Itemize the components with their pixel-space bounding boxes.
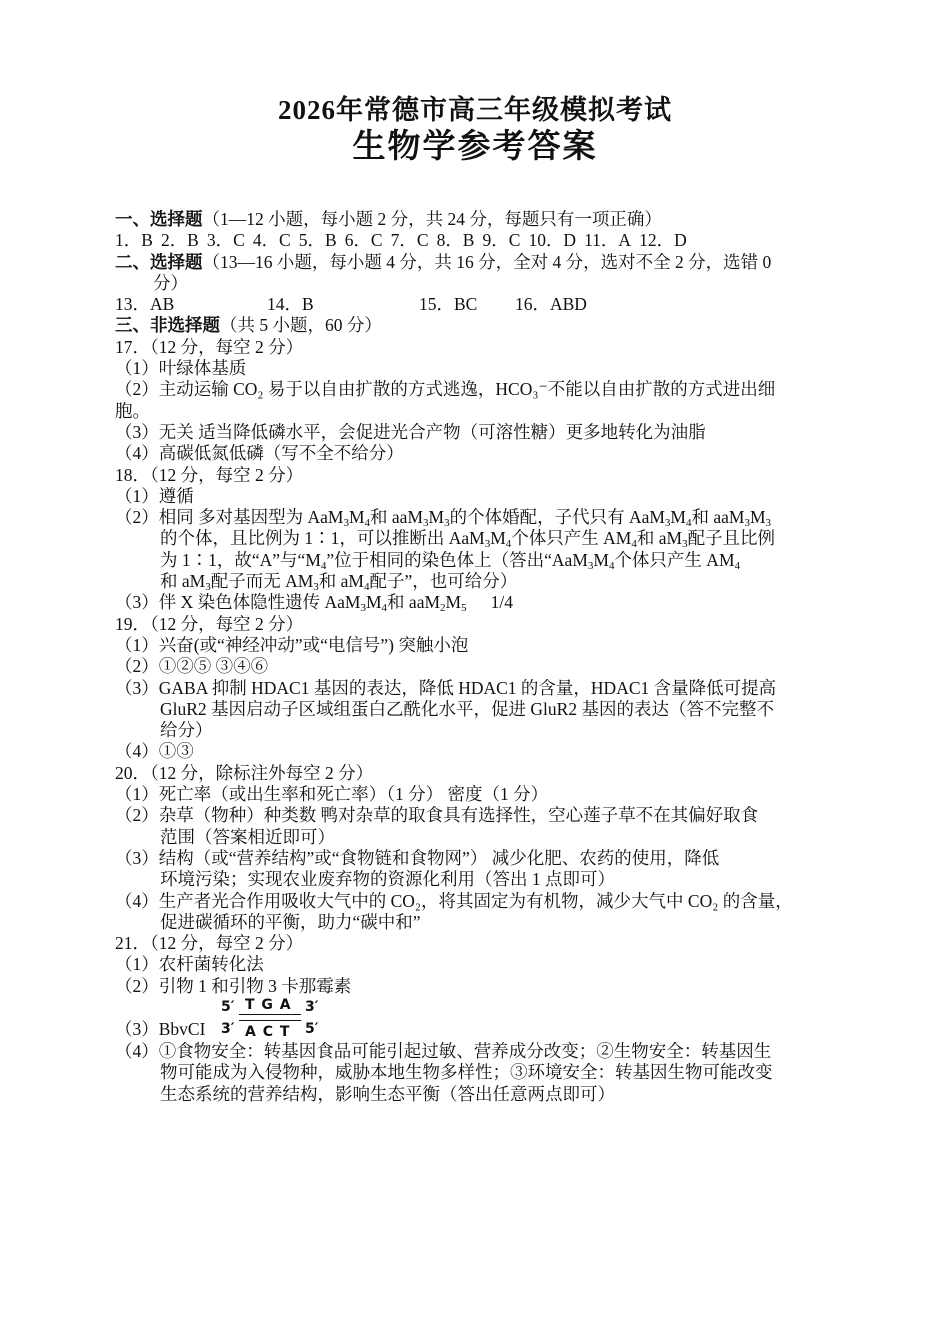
sub: 3 [444, 517, 450, 530]
text: 和 aaM [387, 592, 441, 613]
text: 和 aaM [691, 507, 745, 528]
section-2-header [115, 252, 845, 273]
q21-answer-4: （4）①食物安全：转基因食品可能引起过敏、营养成分改变；②生物安全：转基因生 [115, 1040, 772, 1061]
text: M [670, 507, 686, 528]
q17-answer-3: （3）无关 适当降低磷水平，会促进光合产物（可溶性糖）更多地转化为油脂 [115, 421, 706, 442]
sub: 3 [484, 538, 491, 551]
dna-sticky-end-diagram [221, 997, 321, 1039]
section-1-note: （1—12 小题，每小题 2 分，共 24 分，每题只有一项正确） [202, 209, 662, 229]
sub: 3 [682, 538, 688, 551]
q20-answer-4: （4）生产者光合作用吸收大气中的 CO₂，将其固定为有机物，减少大气中 CO₂ 的含量， [115, 890, 793, 911]
sub: 3 [343, 517, 349, 530]
answer-9: 9．C [482, 230, 521, 251]
q18-head: 18．（12 分，每空 2 分） [115, 464, 304, 485]
sub: 4 [734, 559, 741, 572]
text: M [348, 507, 365, 528]
q19-answer-2: （2）①②⑤ ③④⑥ [115, 656, 269, 677]
dna-top-5prime: 5′ [221, 998, 235, 1015]
answer-5: 5．B [298, 230, 337, 251]
q18-answer-3 [115, 592, 845, 613]
q21-answer-4-cont2: 生态系统的营养结构，影响生态平衡（答出任意两点即可） [160, 1083, 615, 1104]
section-1-answers [115, 230, 845, 251]
sub: 3 [664, 517, 671, 530]
sub: 5 [461, 602, 467, 615]
sub: 3 [360, 602, 366, 615]
sub: 4 [320, 559, 327, 572]
dna-bottom-sequence: A C T [245, 1023, 291, 1040]
q17-answer-2-cont: 胞。 [115, 400, 150, 421]
q18-answer-2 [115, 507, 845, 528]
text: 和 aM [636, 528, 683, 549]
text: 的个体婚配，子代只有 AaM [449, 507, 665, 528]
section-2-heading: 二、选择题 [115, 251, 203, 272]
q21-answer-4-cont: 物可能成为入侵物种，威胁本地生物多样性；③环境安全：转基因生物可能改变 [160, 1062, 773, 1083]
answer-1: 1．B [115, 230, 153, 251]
answer-10: 10．D [528, 230, 577, 251]
q19-answer-3-cont2: 给分） [160, 720, 213, 741]
sub: 4 [608, 559, 615, 572]
q19-answer-1: （1）兴奋(或“神经冲动”或“电信号”) 突触小泡 [115, 634, 469, 655]
section-1-heading: 一、选择题 [115, 209, 203, 229]
q20-answer-2: （2）杂草（物种）种类数 鸭对杂草的取食具有选择性，空心莲子草不在其偏好取食 [115, 805, 759, 826]
dna-bottom-3prime: 3′ [221, 1020, 235, 1037]
sub: 4 [363, 581, 370, 594]
q17-answer-2: （2）主动运输 CO₂ 易于以自由扩散的方式逃逸，HCO₃⁻不能以自由扩散的方式进出细 [115, 379, 776, 400]
q17-answer-4: （4）高碳低氮低磷（写不全不给分） [115, 443, 404, 464]
sub: 3 [765, 517, 772, 530]
answer-6: 6．C [344, 230, 383, 251]
answer-13: 13．AB [115, 294, 175, 315]
text: 和 aaM [370, 507, 424, 528]
text: 1/4 [490, 592, 513, 613]
text: 的个体，且比例为 1∶1，可以推断出 AaM [160, 528, 485, 549]
text: 个体只产生 AM [614, 549, 735, 570]
text: 配子”，也可给分） [369, 571, 518, 592]
q21-answer-3-label: （3）BbvCI [115, 1018, 206, 1039]
text: ”位于相同的染色体上（答出“AaM [326, 549, 588, 570]
q19-answer-3-cont: GluR2 基因启动子区域组蛋白乙酰化水平，促进 GluR2 基因的表达（答不完整不 [160, 698, 774, 719]
q18-answer-2-line4 [115, 571, 845, 592]
text: M [749, 507, 766, 528]
q20-answer-3-cont: 环境污染；实现农业废弃物的资源化利用（答出 1 点即可） [160, 869, 615, 890]
answer-2: 2．B [160, 230, 199, 251]
answer-3: 3．C [206, 230, 245, 251]
dna-bottom-5prime: 5′ [305, 1020, 319, 1037]
section-2-note-cont: 分） [153, 272, 188, 293]
q21-answer-3 [115, 997, 845, 1041]
q21-answer-2: （2）引物 1 和引物 3 卡那霉素 [115, 975, 352, 996]
q17-head: 17．（12 分，每空 2 分） [115, 336, 304, 357]
sub: 4 [364, 517, 371, 530]
text: 和 aM [160, 571, 206, 592]
dna-bottom-strand-line [239, 1020, 301, 1021]
text: 个体只产生 AM [511, 528, 632, 549]
section-3-header [115, 315, 845, 336]
q20-answer-1: （1）死亡率（或出生率和死亡率）（1 分） 密度（1 分） [115, 784, 549, 805]
answer-14: 14．B [267, 294, 314, 315]
section-2-answers [115, 294, 845, 315]
q18-answer-2-line2 [115, 528, 845, 549]
sub: 4 [381, 602, 388, 615]
text: 和 aM [318, 571, 364, 592]
answer-11: 11．A [584, 230, 632, 251]
text: M [593, 549, 609, 570]
sub: 3 [205, 581, 211, 594]
q20-answer-2-cont: 范围（答案相近即可） [160, 826, 335, 847]
section-3-note: （共 5 小题，60 分） [220, 315, 382, 336]
answer-content [115, 209, 845, 1105]
dna-top-3prime: 3′ [305, 998, 319, 1015]
q20-head: 20．（12 分，除标注外每空 2 分） [115, 762, 374, 783]
sub: 3 [423, 517, 429, 530]
q21-head: 21．（12 分，每空 2 分） [115, 933, 304, 954]
document-subtitle: 生物学参考答案 [352, 129, 598, 165]
text: 为 1∶1，故“A”与“M [160, 549, 321, 570]
sub: 3 [313, 581, 319, 594]
text: 配子且比例 [687, 528, 776, 549]
answer-15: 15．BC [419, 294, 478, 315]
section-1-header [115, 209, 845, 230]
q21-answer-1: （1）农杆菌转化法 [115, 954, 264, 975]
text: M [490, 528, 506, 549]
answer-7: 7．C [390, 230, 429, 251]
answer-16: 16．ABD [515, 294, 587, 315]
sub: 4 [685, 517, 692, 530]
dna-top-sequence: T G A [245, 996, 292, 1013]
q19-answer-3: （3）GABA 抑制 HDAC1 基因的表达，降低 HDAC1 的含量，HDAC1 含量降低可提高 [115, 677, 777, 698]
text: M [365, 592, 382, 613]
q19-head: 19．（12 分，每空 2 分） [115, 613, 304, 634]
sub: 4 [631, 538, 637, 551]
sub: 3 [587, 559, 594, 572]
q19-answer-4: （4）①③ [115, 741, 194, 762]
sub: 4 [505, 538, 512, 551]
sub: 3 [744, 517, 750, 530]
document-title: 2026年常德市高三年级模拟考试 [278, 95, 672, 125]
answer-8: 8．B [436, 230, 475, 251]
dna-top-strand-line [239, 1014, 301, 1015]
section-2-note: （13—16 小题，每小题 4 分，共 16 分，全对 4 分，选对不全 2 分，选错 0 [202, 251, 772, 272]
answer-12: 12．D [639, 230, 687, 251]
text: （2）相同 多对基因型为 AaM [115, 507, 344, 528]
answer-4: 4．C [252, 230, 291, 251]
q20-answer-4-cont: 促进碳循环的平衡，助力“碳中和” [160, 911, 421, 932]
section-3-heading: 三、非选择题 [115, 315, 220, 336]
q17-answer-1: （1）叶绿体基质 [115, 358, 247, 379]
text: 配子而无 AM [210, 571, 314, 592]
text: M [445, 592, 462, 613]
q20-answer-3: （3）结构（或“营养结构”或“食物链和食物网”） 减少化肥、农药的使用，降低 [115, 847, 720, 868]
text: （3）伴 X 染色体隐性遗传 AaM [115, 592, 361, 613]
q18-answer-2-line3 [115, 550, 845, 571]
text: M [428, 507, 445, 528]
q18-answer-1: （1）遵循 [115, 485, 194, 506]
sub: 2 [440, 602, 446, 615]
